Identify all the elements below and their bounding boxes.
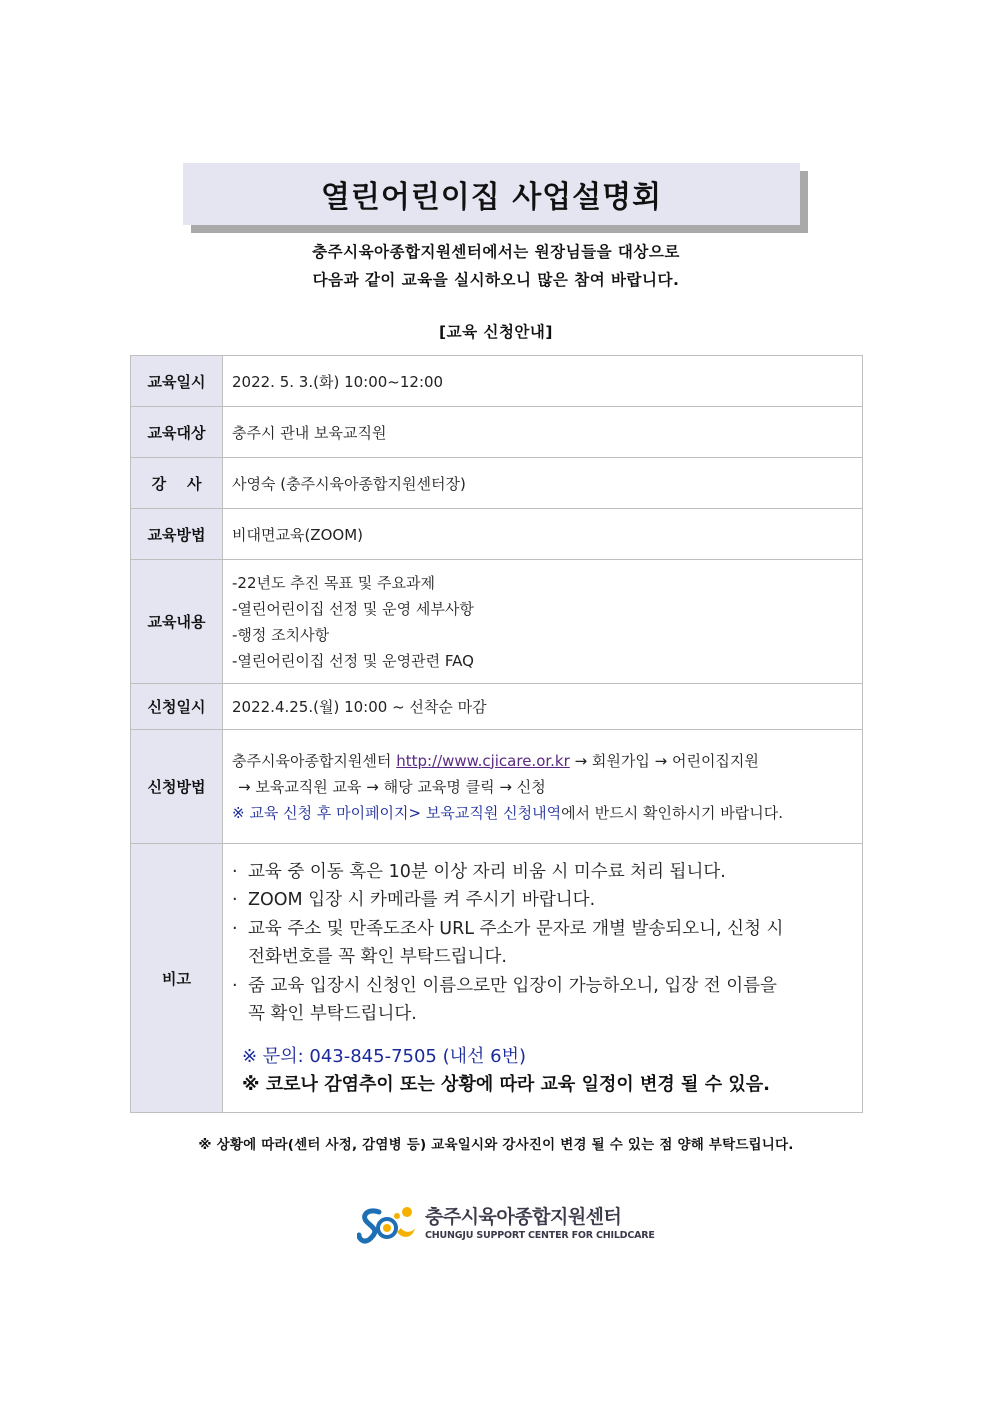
title-banner <box>183 163 800 225</box>
title-box <box>183 163 800 225</box>
row-label: 신청일시 <box>131 684 223 730</box>
intro-line-1: 충주시육아종합지원센터에서는 원장님들을 대상으로 <box>312 243 680 261</box>
row-label: 교육방법 <box>131 509 223 560</box>
table-row <box>131 509 863 560</box>
education-method: 비대면교육(ZOOM) <box>223 509 863 560</box>
apply-steps-2: → 보육교직원 교육 → 해당 교육명 클릭 → 신청 <box>238 777 546 796</box>
content-item: -열린어린이집 선정 및 운영관련 FAQ <box>232 651 474 670</box>
row-label: 신청방법 <box>131 730 223 844</box>
row-label <box>131 458 223 509</box>
mypage-notice: ※ 교육 신청 후 마이페이지> 보육교직원 신청내역 <box>232 803 562 822</box>
education-date: 2022. 5. 3.(화) 10:00~12:00 <box>223 356 863 407</box>
inquiry-phone: ※ 문의: 043-845-7505 (내선 6번) <box>242 1045 526 1067</box>
lecturer-label: 강 사 <box>151 474 202 493</box>
table-row <box>131 407 863 458</box>
table-row <box>131 560 863 684</box>
note-text-cont: 꼭 확인 부탁드립니다. <box>248 1004 417 1024</box>
section-heading: [교육 신청안내] <box>439 323 553 341</box>
note-item <box>232 915 852 944</box>
bullet-icon: · <box>232 918 238 939</box>
apply-steps-1: → 회원가입 → 어린이집지원 <box>574 751 759 770</box>
center-website-link[interactable]: http://www.cjicare.or.kr <box>396 751 570 770</box>
footer-note: ※ 상황에 따라(센터 사정, 감염병 등) 교육일시와 강사진이 변경 될 수 있는 점 양해 부탁드립니다. <box>198 1137 794 1153</box>
note-text: 줌 교육 입장시 신청인 이름으로만 입장이 가능하오니, 입장 전 이름을 <box>248 975 777 996</box>
row-label: 교육일시 <box>131 356 223 407</box>
intro-line-2: 다음과 같이 교육을 실시하오니 많은 참여 바랍니다. <box>312 271 680 289</box>
remarks-notes <box>232 858 852 1029</box>
table-row <box>131 684 863 730</box>
bullet-icon: · <box>232 861 238 882</box>
note-text: 교육 주소 및 만족도조사 URL 주소가 문자로 개별 발송되오니, 신청 시 <box>248 918 784 939</box>
mypage-notice-rest: 에서 반드시 확인하시기 바랍니다. <box>561 803 783 822</box>
apply-method <box>223 730 863 844</box>
apply-method-line-1 <box>232 748 852 774</box>
note-item <box>232 858 852 887</box>
bullet-icon: · <box>232 890 238 910</box>
logo-name: 충주시육아종합지원센터 <box>425 1206 622 1228</box>
row-label: 교육대상 <box>131 407 223 458</box>
apply-date: 2022.4.25.(월) 10:00 ~ 선착순 마감 <box>223 684 863 730</box>
apply-method-line-3 <box>232 800 852 826</box>
content-item: -행정 조치사항 <box>232 625 330 644</box>
bullet-icon: · <box>232 975 238 996</box>
note-text: 교육 중 이동 혹은 10분 이상 자리 비움 시 미수료 처리 됩니다. <box>248 861 726 882</box>
education-content <box>223 560 863 684</box>
table-row <box>131 730 863 844</box>
lecturer-name: 사영숙 (충주시육아종합지원센터장) <box>223 458 863 509</box>
logo-subtitle: CHUNGJU SUPPORT CENTER FOR CHILDCARE <box>425 1230 655 1241</box>
education-target: 충주시 관내 보육교직원 <box>223 407 863 458</box>
content-item: -열린어린이집 선정 및 운영 세부사항 <box>232 599 474 618</box>
page-title: 열린어린이집 사업설명회 <box>320 180 663 215</box>
table-row <box>131 844 863 1113</box>
content-item: -22년도 추진 목표 및 주요과제 <box>232 573 435 592</box>
note-item <box>232 972 852 1001</box>
center-logo <box>357 1202 657 1247</box>
remarks <box>223 844 863 1113</box>
table-row <box>131 458 863 509</box>
row-label: 비고 <box>131 844 223 1113</box>
note-item <box>232 886 852 915</box>
row-label: 교육내용 <box>131 560 223 684</box>
table-row <box>131 356 863 407</box>
logo-mark-icon <box>357 1202 419 1247</box>
center-name: 충주시육아종합지원센터 <box>232 751 392 770</box>
info-table <box>130 355 863 1113</box>
note-text-cont: 전화번호를 꼭 확인 부탁드립니다. <box>248 947 507 967</box>
covid-notice: ※ 코로나 감염추이 또는 상황에 따라 교육 일정이 변경 될 수 있음. <box>242 1073 770 1095</box>
inquiry-block <box>232 1043 852 1099</box>
note-text: ZOOM 입장 시 카메라를 켜 주시기 바랍니다. <box>248 890 596 910</box>
